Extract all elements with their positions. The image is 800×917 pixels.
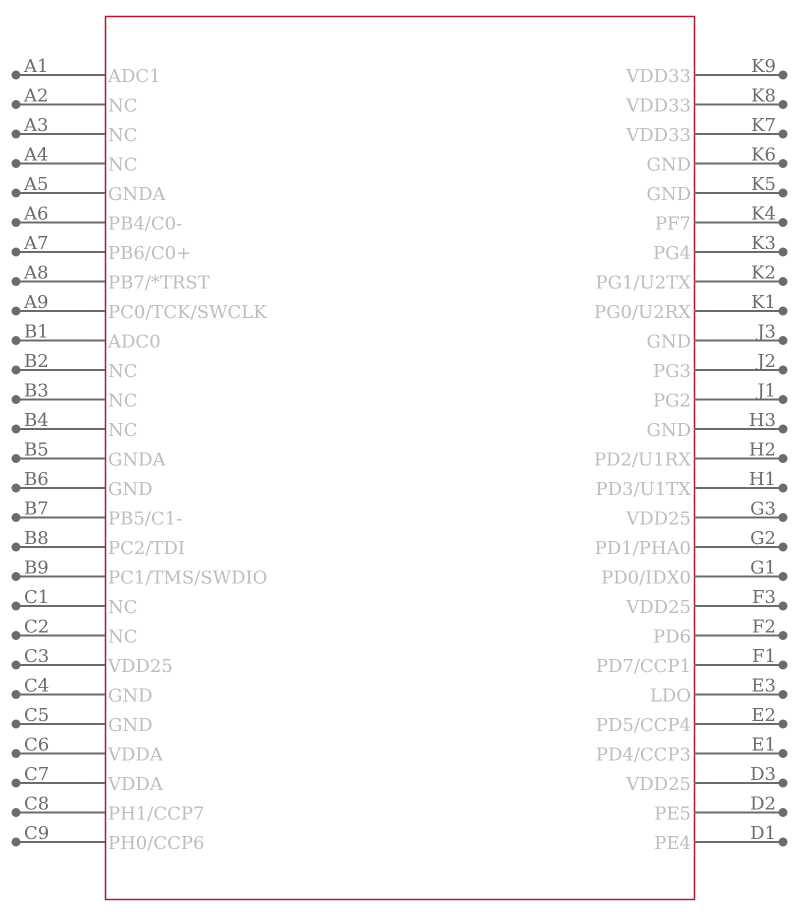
pin-c2 [12,617,138,648]
pin-b3 [12,381,138,412]
pin-number: G1 [750,557,776,579]
pin-number: K8 [751,85,776,107]
pin-number: K1 [751,292,776,313]
pin-endpoint-dot [779,572,788,581]
pin-name: PG4 [653,243,691,264]
pin-name: VDD25 [108,656,173,677]
pin-name: PH0/CCP6 [108,833,205,854]
pin-b8 [12,528,185,559]
pin-b5 [12,440,167,471]
pin-number: C9 [24,823,50,844]
pin-number: B3 [24,380,49,402]
pin-number: B8 [24,528,49,549]
pin-number: A5 [24,174,49,195]
pin-endpoint-dot [12,189,21,198]
pin-endpoint-dot [779,513,788,522]
pin-name: NC [108,420,138,441]
pin-name: PB4/C0- [108,213,183,235]
pin-name: VDD25 [626,597,691,618]
pin-number: B6 [24,469,49,490]
pin-a9 [12,292,268,323]
pin-name: PD4/CCP3 [595,744,691,766]
pin-number: A4 [24,144,49,166]
pin-name: VDD33 [626,125,691,146]
pin-endpoint-dot [12,690,21,699]
pin-number: A1 [24,56,49,77]
pin-endpoint-dot [12,543,21,552]
pin-number: E2 [751,705,776,726]
pin-k1 [594,292,788,323]
pin-b4 [12,410,138,441]
pin-number: F1 [752,646,776,667]
pin-c1 [12,587,138,618]
pin-c6 [12,735,164,766]
pin-number: K6 [751,144,776,166]
pin-c8 [12,794,205,825]
pin-name: NC [108,95,138,117]
pin-a3 [12,115,138,146]
pin-number: K9 [751,56,776,77]
pin-d1 [654,823,787,854]
pin-number: C2 [24,616,50,638]
pin-c3 [12,646,173,677]
pin-endpoint-dot [779,749,788,758]
pin-name: VDD25 [626,508,691,530]
pin-k6 [646,145,787,176]
pin-c7 [12,764,164,795]
pin-name: PF7 [654,213,691,235]
pin-name: PD0/IDX0 [601,567,691,589]
pin-number: A2 [24,85,49,107]
pin-d3 [625,764,787,795]
pin-endpoint-dot [12,749,21,758]
pin-name: NC [108,125,138,146]
pin-name: PD6 [653,626,691,648]
pin-endpoint-dot [779,484,788,493]
pin-h1 [595,469,787,500]
pin-name: PD2/U1RX [593,449,691,471]
pin-number: B7 [24,498,49,520]
pin-number: K2 [751,262,776,284]
pin-name: NC [108,361,138,382]
pin-a4 [12,145,138,176]
pin-endpoint-dot [779,395,788,404]
pin-endpoint-dot [12,336,21,345]
pin-endpoint-dot [779,307,788,316]
pin-endpoint-dot [12,484,21,493]
pin-number: F3 [752,587,776,608]
pin-b1 [12,322,161,353]
pin-name: PG2 [653,390,691,412]
pin-number: A3 [24,115,49,136]
pin-endpoint-dot [12,572,21,581]
pin-name: VDDA [108,774,163,795]
pin-name: PC2/TDI [108,538,185,559]
pin-endpoint-dot [12,159,21,168]
pin-endpoint-dot [12,631,21,640]
pin-h3 [646,410,787,441]
pin-name: GND [646,331,691,353]
pin-number: B5 [24,439,49,461]
pin-endpoint-dot [12,218,21,227]
pin-endpoint-dot [779,838,788,847]
pin-number: K5 [751,174,776,195]
pin-number: C7 [24,764,50,785]
pin-number: K4 [751,203,776,225]
pin-a8 [12,263,210,294]
pin-number: H1 [748,469,776,490]
pin-number: K7 [751,115,776,136]
pin-number: D3 [750,764,776,785]
pin-g2 [595,528,788,559]
pin-endpoint-dot [12,779,21,788]
pin-endpoint-dot [12,838,21,847]
pin-name: VDD25 [626,774,691,795]
pin-name: GND [108,685,153,707]
pin-number: K3 [751,233,776,254]
pin-k4 [655,204,788,235]
pin-name: GND [646,154,691,176]
pin-endpoint-dot [779,366,788,375]
pin-endpoint-dot [779,248,788,257]
pin-a1 [12,56,161,87]
pin-name: PD5/CCP4 [595,715,691,736]
pin-endpoint-dot [12,395,21,404]
pin-endpoint-dot [779,100,788,109]
pin-name: GND [646,184,691,205]
pin-endpoint-dot [12,454,21,463]
pin-e3 [650,676,788,707]
pin-endpoint-dot [779,277,788,286]
pin-number: H2 [748,439,776,461]
pin-number: E1 [751,734,776,756]
pin-number: A8 [24,262,49,284]
pin-name: PG3 [653,361,691,382]
pin-endpoint-dot [779,690,788,699]
pin-endpoint-dot [779,336,788,345]
pin-name: NC [108,626,138,648]
pin-c5 [12,705,153,736]
pin-name: VDDA [108,744,163,766]
pin-endpoint-dot [12,661,21,670]
pin-endpoint-dot [779,71,788,80]
pin-endpoint-dot [12,100,21,109]
pin-number: H3 [748,410,776,431]
pin-number: B2 [24,351,49,372]
right-pin-group [594,56,788,854]
pin-j2 [653,351,787,382]
pin-endpoint-dot [12,425,21,434]
pin-name: GNDA [108,449,166,471]
pin-e2 [596,705,788,736]
pin-f1 [596,646,788,677]
pin-number: J3 [757,321,776,343]
pin-endpoint-dot [779,130,788,139]
pin-d2 [654,794,787,825]
pin-name: PB7/*TRST [108,272,210,294]
pin-endpoint-dot [12,277,21,286]
pin-name: PC1/TMS/SWDIO [108,567,268,589]
pin-a7 [12,233,192,264]
pin-k8 [625,86,787,117]
pin-endpoint-dot [779,808,788,817]
pin-number: A9 [24,292,49,313]
pin-number: G2 [750,528,776,549]
pin-number: A6 [24,203,49,225]
pin-name: VDD33 [626,66,691,87]
pin-name: PG1/U2TX [595,272,691,294]
pin-name: NC [108,597,138,618]
pin-a2 [12,86,138,117]
pin-endpoint-dot [779,720,788,729]
pin-number: C6 [24,734,50,756]
pin-f2 [653,617,788,648]
pin-endpoint-dot [12,248,21,257]
pin-number: G3 [750,498,776,520]
pin-c4 [12,676,153,707]
pin-name: NC [108,390,138,412]
pin-e1 [596,735,788,766]
pin-a6 [12,204,183,235]
pin-number: J2 [757,351,776,372]
pin-k5 [646,174,787,205]
pin-name: GNDA [108,184,166,205]
pin-name: LDO [649,685,691,707]
pin-k3 [653,233,787,264]
pin-k7 [625,115,787,146]
pin-name: PG0/U2RX [594,302,691,323]
pin-endpoint-dot [12,602,21,611]
pin-f3 [625,587,787,618]
pin-number: D1 [750,823,776,844]
pin-endpoint-dot [12,71,21,80]
pin-endpoint-dot [779,159,788,168]
pin-j1 [653,381,787,412]
pin-name: PH1/CCP7 [108,803,205,825]
pin-endpoint-dot [779,543,788,552]
pin-a5 [12,174,167,205]
pin-number: E3 [751,675,776,697]
pin-endpoint-dot [779,779,788,788]
pin-endpoint-dot [779,661,788,670]
pin-number: J1 [757,380,776,402]
pin-number: B4 [24,410,49,431]
pin-number: D2 [750,793,776,815]
pin-g3 [625,499,787,530]
pin-endpoint-dot [779,454,788,463]
pin-endpoint-dot [779,189,788,198]
pin-endpoint-dot [12,513,21,522]
pin-number: F2 [752,616,776,638]
pin-endpoint-dot [779,218,788,227]
pin-name: PE4 [654,833,691,854]
pin-endpoint-dot [12,307,21,316]
pin-b9 [12,558,268,589]
pin-c9 [12,823,205,854]
pin-k9 [625,56,787,87]
pin-name: ADC1 [108,66,161,87]
pin-name: PB5/C1- [108,508,183,530]
pin-name: PB6/C0+ [108,243,192,264]
pin-h2 [594,440,788,471]
pin-b2 [12,351,138,382]
pin-number: B1 [24,321,49,343]
pin-number: C1 [24,587,50,608]
pin-endpoint-dot [779,602,788,611]
pin-name: GND [646,420,691,441]
pin-endpoint-dot [12,808,21,817]
pin-name: PE5 [654,803,691,825]
pin-j3 [646,322,787,353]
pin-number: C8 [24,793,50,815]
pin-number: A7 [24,233,49,254]
pin-name: ADC0 [108,331,161,353]
left-pin-group [12,56,268,854]
pin-k2 [596,263,788,294]
pin-name: GND [108,479,153,500]
pin-name: PD1/PHA0 [594,538,691,559]
pin-number: B9 [24,557,49,579]
pin-name: VDD33 [626,95,691,117]
pin-b6 [12,469,153,500]
pin-endpoint-dot [12,366,21,375]
pin-b7 [12,499,183,530]
pin-endpoint-dot [779,425,788,434]
pin-number: C4 [24,675,50,697]
pin-name: PD3/U1TX [595,479,691,500]
pin-name: NC [108,154,138,176]
pin-number: C5 [24,705,50,726]
pin-endpoint-dot [779,631,788,640]
pin-name: PD7/CCP1 [595,656,691,677]
pin-name: PC0/TCK/SWCLK [108,302,267,323]
pin-name: GND [108,715,153,736]
pin-number: C3 [24,646,50,667]
pin-endpoint-dot [12,720,21,729]
pin-endpoint-dot [12,130,21,139]
